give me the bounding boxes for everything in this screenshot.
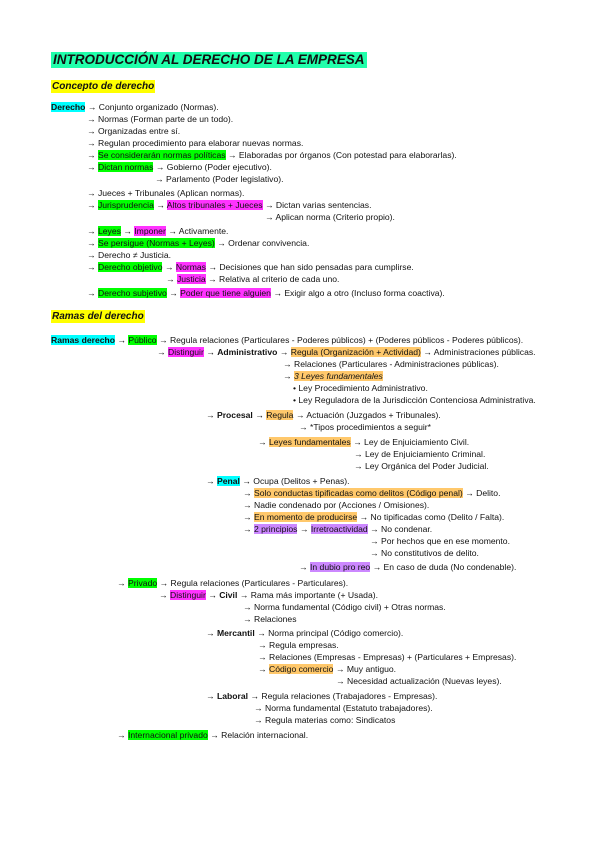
note-line: → Leyes → Imponer → Activamente. [87, 226, 229, 236]
highlight-term: Público [128, 335, 157, 345]
note-line: → Por hechos que en ese momento. [370, 536, 510, 546]
highlight-term: In dubio pro reo [309, 562, 371, 572]
note-line: → Mercantil → Norma principal (Código comercio). [206, 628, 404, 638]
note-line: → Jueces + Tribunales (Aplican normas). [87, 188, 245, 198]
note-line: → Parlamento (Poder legislativo). [155, 174, 284, 184]
note-line: → Distinguir → Civil → Rama más importante (+ Usada). [159, 590, 378, 600]
highlight-term: Se considerarán normas políticas [97, 150, 226, 160]
note-line: → Penal → Ocupa (Delitos + Penas). [206, 476, 350, 486]
highlight-term: 2 principios [253, 524, 298, 534]
note-line: → Se persigue (Normas + Leyes) → Ordenar convivencia. [87, 238, 310, 248]
highlight-term: Derecho [51, 102, 86, 112]
highlight-term: Irretroactividad [310, 524, 368, 534]
highlight-term: Ramas derecho [51, 335, 116, 345]
highlight-term: Jurisprudencia [97, 200, 154, 210]
note-line: → Norma fundamental (Código civil) + Otras normas. [243, 602, 446, 612]
highlight-term: Derecho objetivo [97, 262, 163, 272]
note-line: → Necesidad actualización (Nuevas leyes). [336, 676, 502, 686]
note-line: → Regula materias como: Sindicatos [254, 715, 396, 725]
highlight-term: Distinguir [167, 347, 204, 357]
note-line: Derecho → Conjunto organizado (Normas). [51, 102, 219, 112]
note-line: → Jurisprudencia → Altos tribunales + Jueces → Dictan varias sentencias. [87, 200, 372, 210]
note-line: → 3 Leyes fundamentales [283, 371, 383, 381]
note-line: → Relaciones (Particulares - Administraciones públicas). [283, 359, 499, 369]
note-line: → 2 principios → Irretroactividad → No condenar. [243, 524, 433, 534]
highlight-term: Leyes [97, 226, 121, 236]
highlight-term: Poder que tiene alguien [180, 288, 271, 298]
note-line: → Derecho objetivo → Normas → Decisiones que han sido pensadas para cumplirse. [87, 262, 414, 272]
section-heading-ramas: Ramas del derecho [52, 311, 144, 322]
highlight-term: 3 Leyes fundamentales [293, 371, 383, 381]
note-line: → Derecho subjetivo → Poder que tiene alguien → Exigir algo a otro (Incluso forma coactiva). [87, 288, 445, 298]
note-line: → No constitutivos de delito. [370, 548, 479, 558]
note-line: → Normas (Forman parte de un todo). [87, 114, 234, 124]
note-line: → *Tipos procedimientos a seguir* [299, 422, 431, 432]
highlight-term: Derecho subjetivo [97, 288, 167, 298]
note-line: → Código comercio → Muy antiguo. [258, 664, 397, 674]
note-line: → Internacional privado → Relación internacional. [117, 730, 309, 740]
highlight-term: Justicia [176, 274, 206, 284]
highlight-term: Leyes fundamentales [268, 437, 351, 447]
highlight-term: Imponer [134, 226, 166, 236]
note-line: → Ley Orgánica del Poder Judicial. [354, 461, 489, 471]
note-line: → Organizadas entre sí. [87, 126, 181, 136]
note-line: → Norma fundamental (Estatuto trabajadores). [254, 703, 433, 713]
highlight-term: Normas [175, 262, 206, 272]
note-line: → Justicia → Relativa al criterio de cada uno. [166, 274, 340, 284]
highlight-term: Código comercio [268, 664, 334, 674]
note-line: → Regulan procedimiento para elaborar nuevas normas. [87, 138, 304, 148]
note-line: → Privado → Regula relaciones (Particulares - Particulares). [117, 578, 349, 588]
highlight-term: Regula [266, 410, 294, 420]
note-line: → Derecho ≠ Justicia. [87, 250, 171, 260]
note-line: → Procesal → Regula → Actuación (Juzgados + Tribunales). [206, 410, 441, 420]
note-line: • Ley Procedimiento Administrativo. [293, 383, 428, 393]
section-heading-concepto: Concepto de derecho [52, 81, 155, 92]
highlight-term: Internacional privado [127, 730, 208, 740]
note-line: → Relaciones [243, 614, 297, 624]
note-line: → En momento de producirse → No tipificadas como (Delito / Falta). [243, 512, 505, 522]
note-line: → Laboral → Regula relaciones (Trabajadores - Empresas). [206, 691, 438, 701]
note-line: → Ley de Enjuiciamiento Criminal. [354, 449, 486, 459]
note-line: → In dubio pro reo → En caso de duda (No condenable). [299, 562, 517, 572]
note-line: → Aplican norma (Criterio propio). [265, 212, 395, 222]
note-line: Ramas derecho → Público → Regula relaciones (Particulares - Poderes públicos) + (Poderes públicos - Poderes públicos). [51, 335, 524, 345]
note-line: → Dictan normas → Gobierno (Poder ejecutivo). [87, 162, 272, 172]
highlight-term: Penal [216, 476, 240, 486]
note-line: → Distinguir → Administrativo → Regula (Organización + Actividad) → Administraciones públicas. [157, 347, 536, 357]
note-line: → Solo conductas tipificadas como delitos (Código penal) → Delito. [243, 488, 501, 498]
note-line: → Se considerarán normas políticas → Elaboradas por órganos (Con potestad para elaborarlas). [87, 150, 457, 160]
page-title: INTRODUCCIÓN AL DERECHO DE LA EMPRESA [53, 52, 365, 67]
highlight-term: Privado [127, 578, 158, 588]
note-line: → Relaciones (Empresas - Empresas) + (Particulares + Empresas). [258, 652, 517, 662]
note-line: → Leyes fundamentales → Ley de Enjuiciamiento Civil. [258, 437, 470, 447]
highlight-term: Distinguir [169, 590, 206, 600]
note-line: → Regula empresas. [258, 640, 339, 650]
highlight-term: Solo conductas tipificadas como delitos (Código penal) [253, 488, 463, 498]
highlight-term: Altos tribunales + Jueces [166, 200, 263, 210]
note-line: → Nadie condenado por (Acciones / Omisiones). [243, 500, 430, 510]
highlight-term: Se persigue (Normas + Leyes) [97, 238, 215, 248]
highlight-term: Dictan normas [97, 162, 154, 172]
highlight-term: En momento de producirse [253, 512, 358, 522]
note-line: • Ley Reguladora de la Jurisdicción Contenciosa Administrativa. [293, 395, 536, 405]
highlight-term: Regula (Organización + Actividad) [290, 347, 421, 357]
